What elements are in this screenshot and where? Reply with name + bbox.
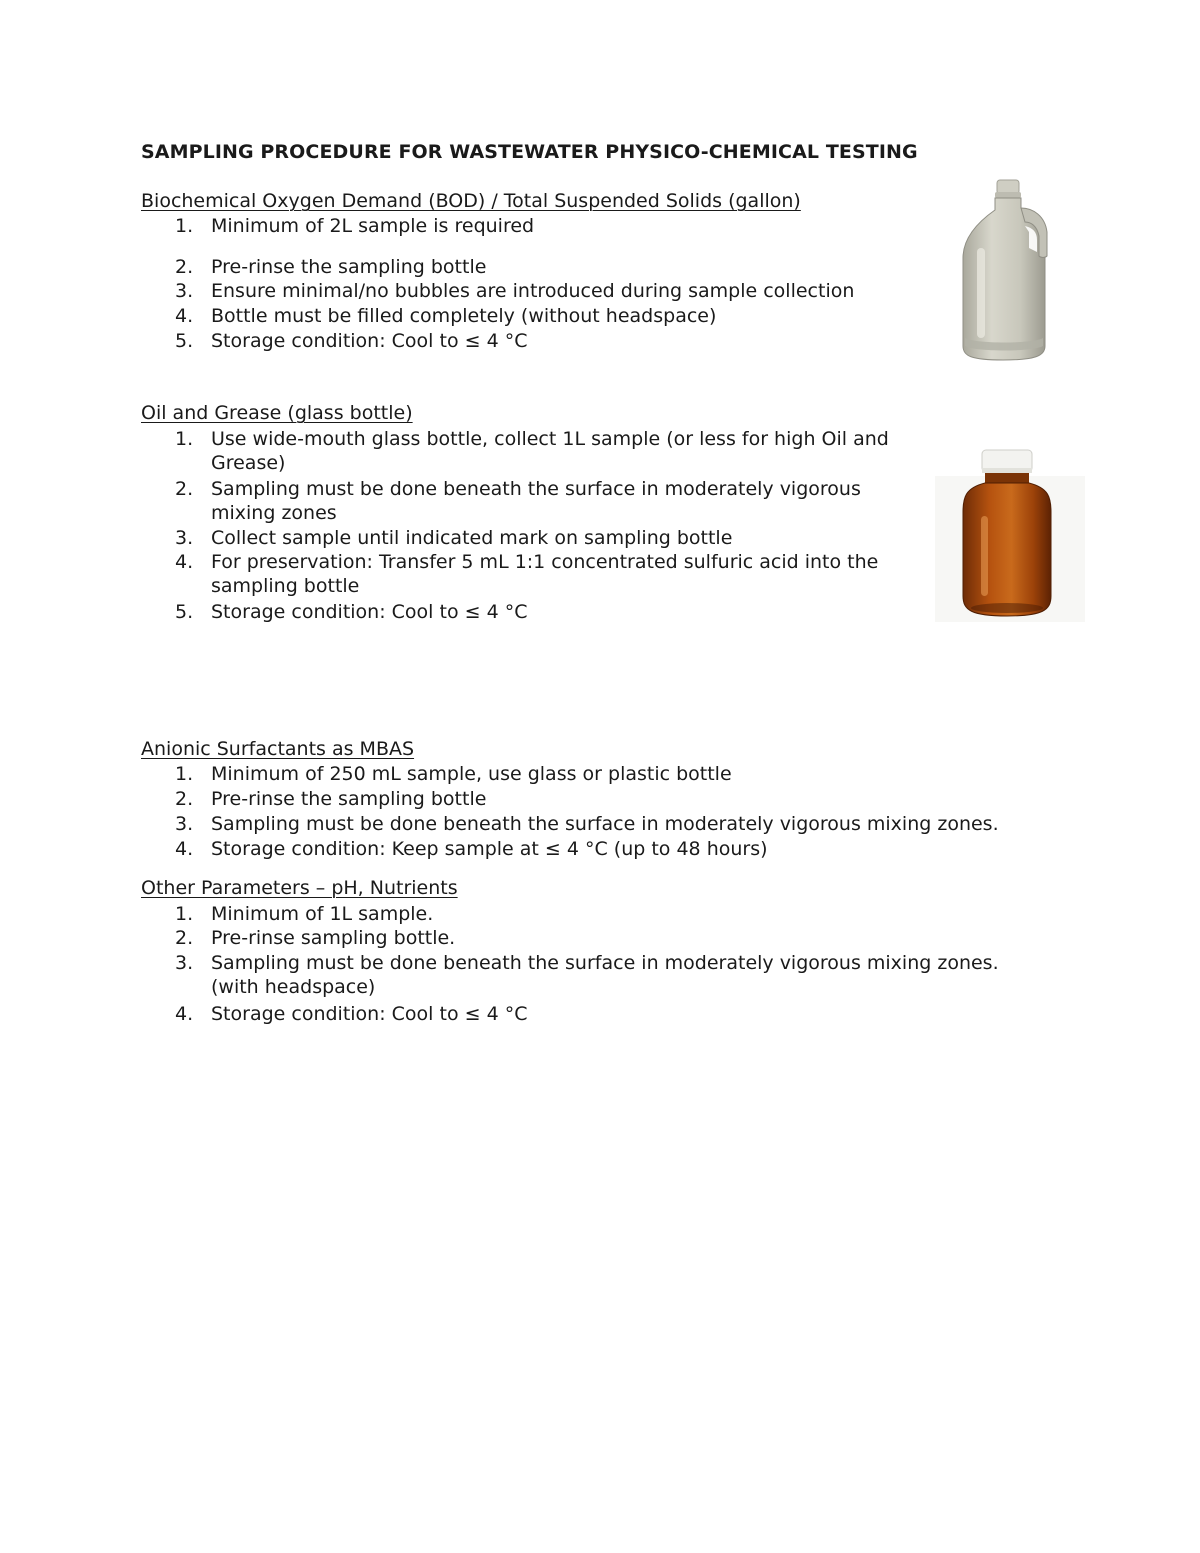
list-text: Use wide-mouth glass bottle, collect 1L sample (or less for high Oil and xyxy=(211,428,889,450)
section-heading-bod-tss: Biochemical Oxygen Demand (BOD) / Total Suspended Solids (gallon) xyxy=(141,190,801,212)
list-text: Pre-rinse the sampling bottle xyxy=(211,788,487,810)
document-title: SAMPLING PROCEDURE FOR WASTEWATER PHYSICO-CHEMICAL TESTING xyxy=(141,141,918,163)
gallon-jug-image xyxy=(955,178,1051,364)
section-heading-oil-grease: Oil and Grease (glass bottle) xyxy=(141,402,413,424)
list-text: Pre-rinse the sampling bottle xyxy=(211,256,487,278)
list-text-continued: mixing zones xyxy=(211,502,337,524)
list-number: 1. xyxy=(175,428,194,450)
section-heading-mbas: Anionic Surfactants as MBAS xyxy=(141,738,415,760)
list-number: 3. xyxy=(175,813,194,835)
list-number: 4. xyxy=(175,838,194,860)
list-text: Storage condition: Cool to ≤ 4 °C xyxy=(211,601,528,623)
list-text: For preservation: Transfer 5 mL 1:1 concentrated sulfuric acid into the xyxy=(211,551,879,573)
list-number: 3. xyxy=(175,280,194,302)
list-number: 2. xyxy=(175,478,194,500)
list-text: Ensure minimal/no bubbles are introduced during sample collection xyxy=(211,280,855,302)
list-text: Sampling must be done beneath the surface in moderately vigorous mixing zones. xyxy=(211,952,999,974)
list-number: 1. xyxy=(175,763,194,785)
list-text: Minimum of 2L sample is required xyxy=(211,215,535,237)
list-text: Storage condition: Cool to ≤ 4 °C xyxy=(211,1003,528,1025)
list-text-continued: (with headspace) xyxy=(211,976,376,998)
amber-glass-bottle-image xyxy=(935,446,1085,622)
list-text: Storage condition: Cool to ≤ 4 °C xyxy=(211,330,528,352)
list-text: Bottle must be filled completely (without headspace) xyxy=(211,305,717,327)
list-number: 3. xyxy=(175,527,194,549)
list-number: 4. xyxy=(175,551,194,573)
list-number: 2. xyxy=(175,256,194,278)
list-number: 5. xyxy=(175,330,194,352)
list-text: Minimum of 1L sample. xyxy=(211,903,434,925)
list-number: 2. xyxy=(175,788,194,810)
list-text: Storage condition: Keep sample at ≤ 4 °C (up to 48 hours) xyxy=(211,838,768,860)
list-number: 2. xyxy=(175,927,194,949)
list-text: Pre-rinse sampling bottle. xyxy=(211,927,456,949)
list-number: 4. xyxy=(175,1003,194,1025)
list-number: 5. xyxy=(175,601,194,623)
list-text-continued: sampling bottle xyxy=(211,575,360,597)
list-number: 1. xyxy=(175,903,194,925)
list-text: Sampling must be done beneath the surface in moderately vigorous xyxy=(211,478,861,500)
list-number: 3. xyxy=(175,952,194,974)
list-text: Minimum of 250 mL sample, use glass or plastic bottle xyxy=(211,763,732,785)
list-number: 1. xyxy=(175,215,194,237)
list-text-continued: Grease) xyxy=(211,452,286,474)
list-text: Collect sample until indicated mark on sampling bottle xyxy=(211,527,733,549)
list-number: 4. xyxy=(175,305,194,327)
section-heading-other-parameters: Other Parameters – pH, Nutrients xyxy=(141,877,458,899)
list-text: Sampling must be done beneath the surface in moderately vigorous mixing zones. xyxy=(211,813,999,835)
